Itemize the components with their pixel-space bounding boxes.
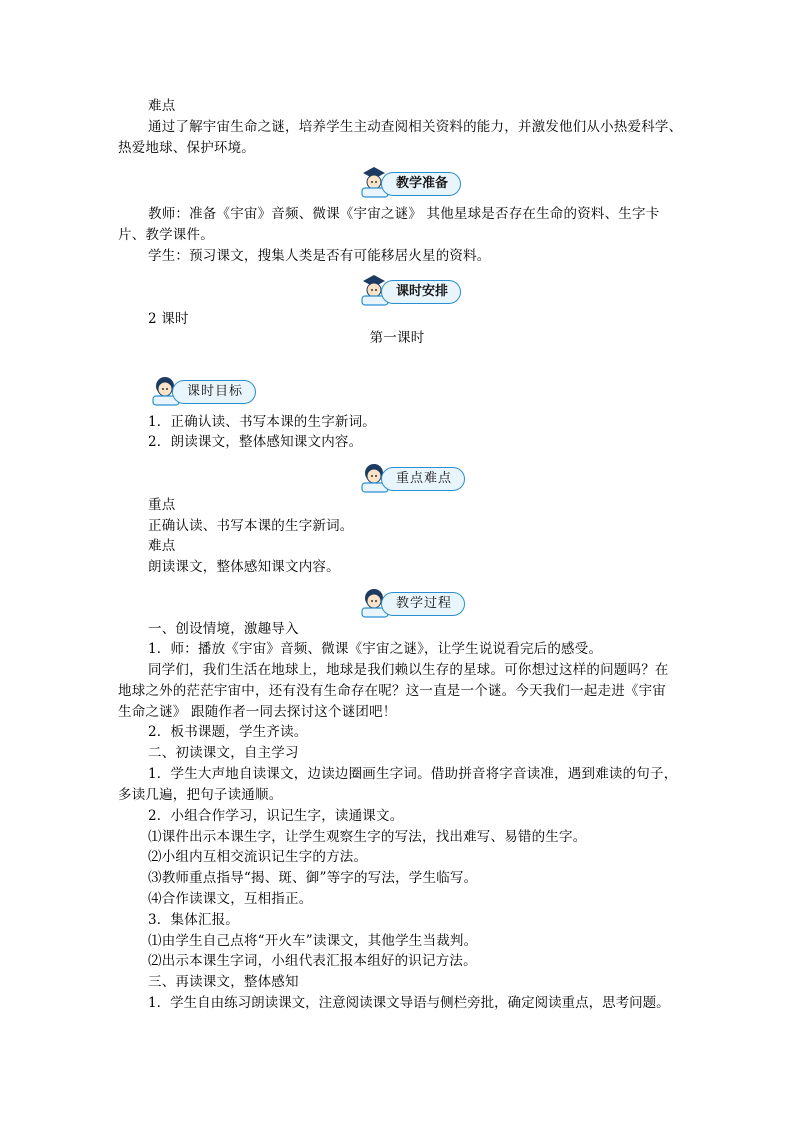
process-line: 地球之外的茫茫宇宙中，还有没有生命存在呢？这一直是一个谜。今天我们一起走进《宇宙 <box>118 683 666 699</box>
difficulty-text-2: 朗读课文，整体感知课文内容。 <box>148 559 340 575</box>
process-heading-3: 三、再读课文，整体感知 <box>148 974 299 990</box>
process-line: ⑵出示本课生字词，小组代表汇报本组好的识记方法。 <box>148 953 477 969</box>
process-line: ⑴由学生自己点将“开火车”读课文，其他学生当裁判。 <box>148 933 478 949</box>
key-label: 重点 <box>148 497 176 513</box>
process-title: 教学过程 <box>381 592 465 616</box>
process-line: 多读几遍，把句子读通顺。 <box>118 787 283 803</box>
difficulty-text-line-1: 通过了解宇宙生命之谜，培养学生主动查阅相关资料的能力，并激发他们从小热爱科学、 <box>148 119 683 135</box>
lesson-title: 第一课时 <box>369 330 425 346</box>
process-line: ⑵小组内互相交流识记生字的方法。 <box>148 849 368 865</box>
teacher-prep-line-1: 教师：准备《宇宙》音频、微课《宇宙之谜》 其他星球是否存在生命的资料、生字卡 <box>148 206 660 222</box>
process-line: 1．学生自由练习朗读课文，注意阅读课文导语与侧栏旁批，确定阅读重点，思考问题。 <box>148 995 670 1011</box>
key-points-title: 重点难点 <box>381 467 465 491</box>
key-text: 正确认读、书写本课的生字新词。 <box>148 518 354 534</box>
goals-title: 课时目标 <box>172 380 256 404</box>
process-line: 1．师：播放《宇宙》音频、微课《宇宙之谜》，让学生说说看完后的感受。 <box>148 641 603 657</box>
process-line: 2．小组合作学习，识记生字，读通课文。 <box>148 808 404 824</box>
teacher-prep-line-2: 片、教学课件。 <box>118 227 214 243</box>
difficulty-label: 难点 <box>148 98 176 114</box>
process-line: 3．集体汇报。 <box>148 912 239 928</box>
teaching-prep-title: 教学准备 <box>381 172 461 196</box>
difficulty-text-line-2: 热爱地球、保护环境。 <box>118 140 255 156</box>
process-line: ⑴课件出示本课生字，让学生观察生字的写法，找出难写、易错的生字。 <box>148 829 587 845</box>
schedule-text: 2 课时 <box>148 311 189 327</box>
process-line: 2．板书课题，学生齐读。 <box>148 724 308 740</box>
schedule-title: 课时安排 <box>381 280 461 304</box>
difficulty-label-2: 难点 <box>148 538 176 554</box>
goal-item-1: 1．正确认读、书写本课的生字新词。 <box>148 414 376 430</box>
student-prep-line: 学生：预习课文，搜集人类是否有可能移居火星的资料。 <box>148 248 491 264</box>
process-line: 1．学生大声地自读课文，边读边圈画生字词。借助拼音将字音读准，遇到难读的句子， <box>148 766 678 782</box>
goal-item-2: 2．朗读课文，整体感知课文内容。 <box>148 434 363 450</box>
process-line: ⑶教师重点指导“揭、斑、御”等字的写法，学生临写。 <box>148 870 478 886</box>
process-line: 生命之谜》 跟随作者一同去探讨这个谜团吧！ <box>118 704 397 720</box>
process-line: ⑷合作读课文，互相指正。 <box>148 891 313 907</box>
process-heading-1: 一、创设情境，激趣导入 <box>148 621 299 637</box>
process-heading-2: 二、初读课文，自主学习 <box>148 745 299 761</box>
process-line: 同学们，我们生活在地球上，地球是我们赖以生存的星球。可你想过这样的问题吗？在 <box>148 662 669 678</box>
